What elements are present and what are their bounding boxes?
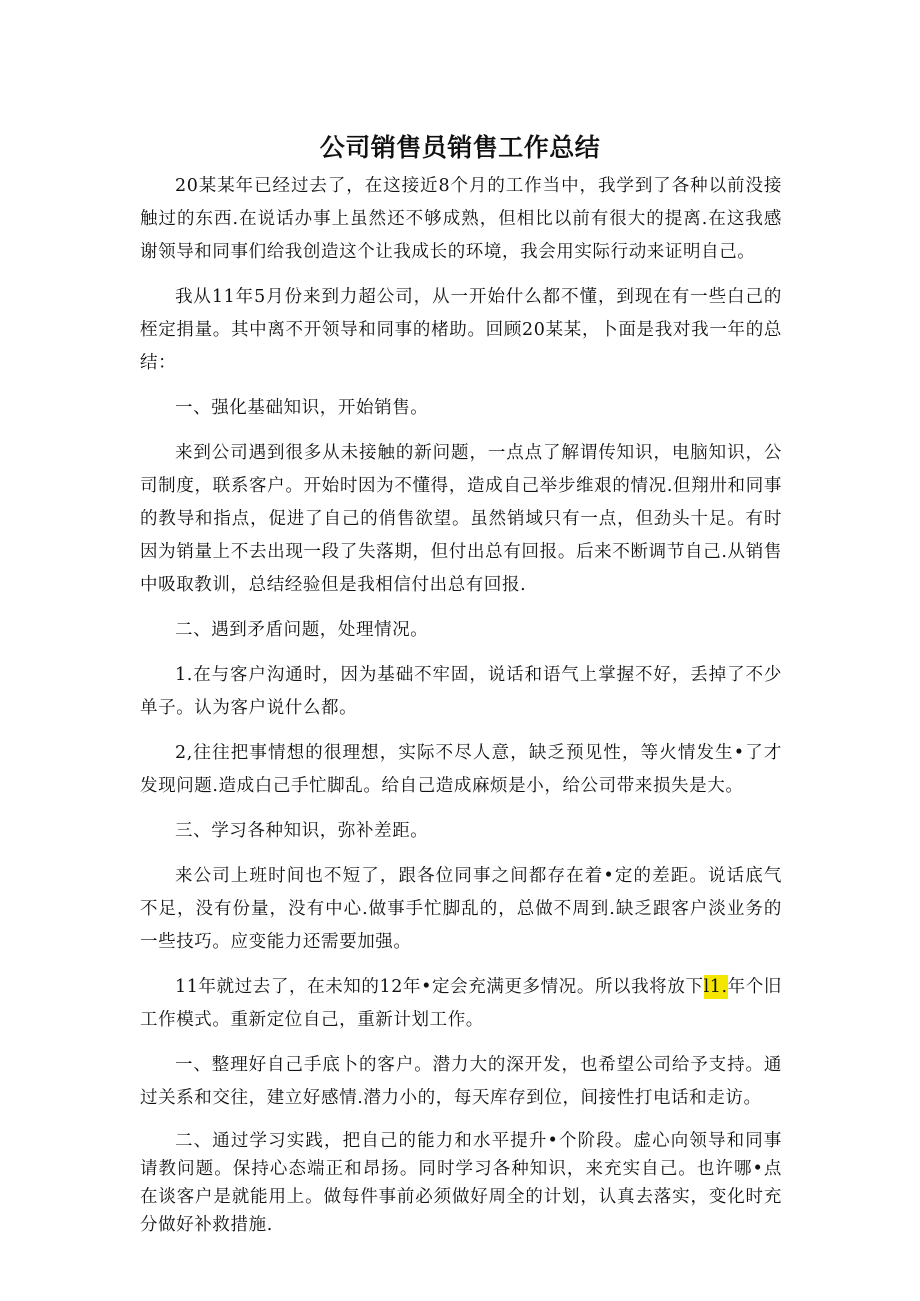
paragraph-plan — [140, 971, 782, 1037]
highlighted-text: l1. — [703, 977, 728, 997]
paragraph-plan-end: 年个旧工作模式。重新定位自己，重新计划工作。 — [140, 977, 782, 1030]
paragraph-point-1: 1.在与客户沟通时，因为基础不牢固，说话和语气上掌握不好，丢掉了不少单子。认为客户说什么都。 — [140, 665, 782, 718]
paragraph-section-3: 来公司上班时间也不短了，跟各位同事之间都存在着•定的差距。说话底气不足，没有份量，没有中心.做事手忙脚乱的，总做不周到.缺乏跟客户淡业务的一些技巧。应变能力还需要加强。 — [140, 866, 782, 952]
document-body — [140, 170, 782, 1251]
document-title: 公司销售员销售工作总结 — [319, 133, 601, 162]
paragraph-point-2: 2,往往把事情想的很理想，实际不尽人意，缺乏预见性，等火情发生•了才发现问题.造成白己手忙脚乱。给自己造成麻烦是小，给公司带来损失是大。 — [140, 743, 782, 796]
section-heading-3: 三、学习各种知识，弥补差距。 — [175, 821, 429, 841]
section-heading-1: 一、强化基础知识，开始销售。 — [175, 398, 429, 418]
paragraph-plan-start: 11年就过去了，在未知的12年•定会充满更多情况。所以我将放下 — [175, 977, 704, 997]
paragraph-plan-item-2: 二、通过学习实践，把自己的能力和水平提升•个阶段。虚心向领导和同事请教问题。保持心态端正和昂扬。同时学习各种知识，来充实自己。也许哪•点在谈客户是就能用上。做每件事前必须做好周全的计划，认真去落实，变化时充分做好补救措施. — [140, 1131, 782, 1235]
paragraph-section-1: 来到公司遇到很多从未接触的新问题，一点点了解谓传知识，电脑知识，公司制度，联系客户。开始时因为不懂得，造成自己举步维艰的情况.但翔卅和同事的教导和指点，促进了自己的俏售欲望。虽然销域只有一点，但劲头十足。有时因为销量上不去出现一段了失落期，但付出总有回报。后来不断调节自己.从销售中吸取教训，总结经验但是我相信付出总有回报. — [140, 443, 782, 595]
paragraph-intro: 20某某年已经过去了，在这接近8个月的工作当中，我学到了各种以前没接触过的东西.在说话办事上虽然还不够成熟，但相比以前有很大的提离.在这我感谢领导和同事们给我创造这个让我成长的环境，我会用实际行动来证明自己。 — [140, 176, 782, 262]
paragraph-plan-item-1: 一、整理好自己手底卜的客户。潜力大的深开发，也希望公司给予支持。通过关系和交往，建立好感情.潜力小的，每天库存到位，间接性打电话和走访。 — [140, 1055, 782, 1108]
section-heading-2: 二、遇到矛盾问题，处理情况。 — [175, 620, 429, 640]
paragraph-background: 我从11年5月份来到力超公司，从一开始什么都不懂，到现在有一些白己的桎定捐量。其中离不开领导和同事的楮助。回顾20某某，卜面是我对我一年的总结： — [140, 287, 782, 373]
